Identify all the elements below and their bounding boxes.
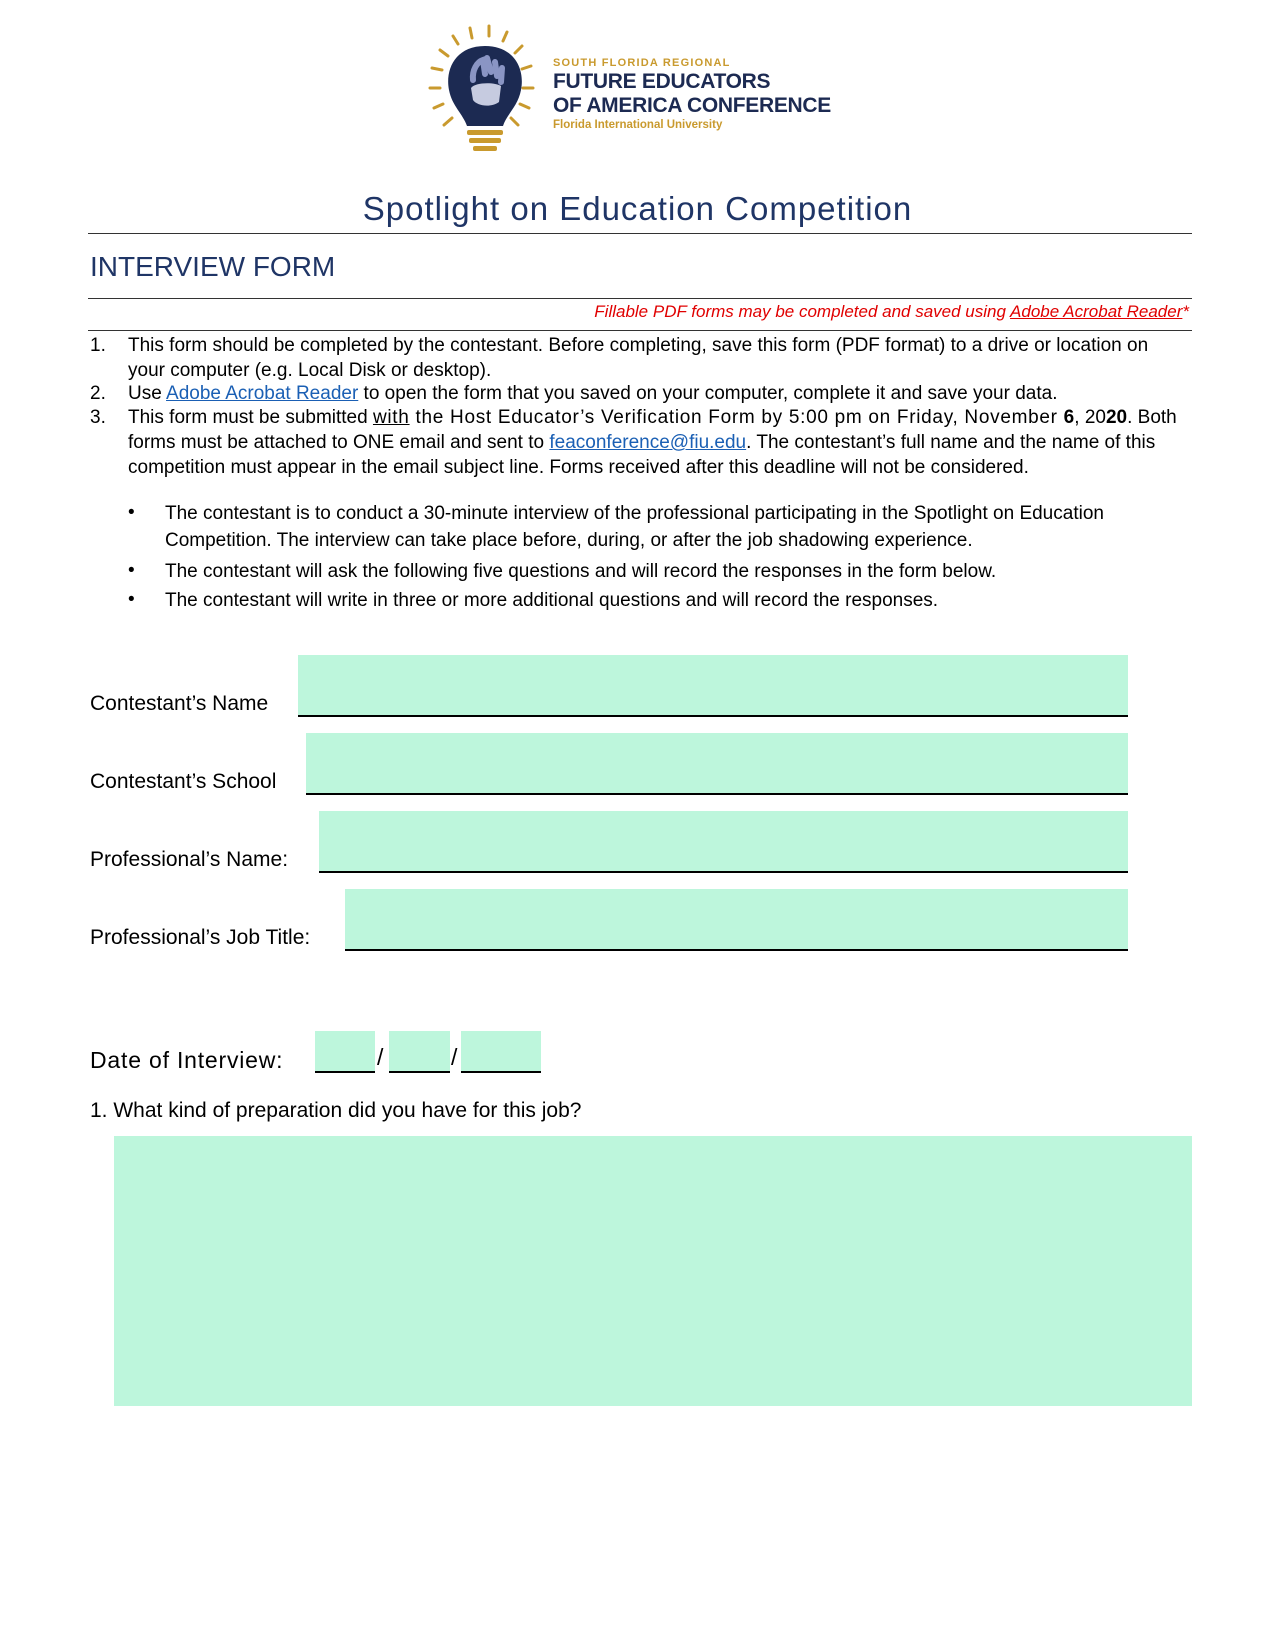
heading-divider [88,298,1192,299]
bullet-item: The contestant will ask the following five questions and will record the responses in the form below. [165,561,997,582]
contestant-name-label: Contestant’s Name [90,692,269,715]
fillable-note-prefix: Fillable PDF forms may be completed and saved using [594,302,1011,321]
question-1-text: What kind of preparation did you have for this job? [113,1099,582,1122]
instructions-list [0,331,1275,511]
date-separator: / [377,1044,384,1070]
instruction-2-prefix: Use [128,383,167,404]
instruction-number: 2. [90,383,106,404]
page-title: Spotlight on Education Competition [362,190,913,227]
contestant-school-label: Contestant’s School [90,770,277,793]
question-1-label [90,1099,581,1123]
fillable-note-suffix: * [1182,302,1189,321]
deadline-day: 6 [1063,407,1075,428]
date-day-input[interactable] [389,1031,450,1073]
fillable-note [594,302,1189,322]
deadline-year-b: 20 [1105,407,1128,428]
question-1-number: 1. [90,1099,108,1122]
instruction-3-comma: , [1074,407,1080,428]
title-divider [88,233,1192,234]
date-label: Date of Interview: [90,1047,284,1073]
professional-name-input[interactable] [319,811,1128,873]
instruction-3 [128,405,1178,480]
instruction-2-suffix: to open the form that you saved on your computer, complete it and save your data. [358,383,1058,404]
logo-line-university: Florida International University [553,119,723,131]
contestant-name-input[interactable] [298,655,1128,717]
instruction-3-part: . Both forms must be attached to ONE email and sent to [128,407,1177,453]
logo-line-future-educators: FUTURE EDUCATORS [553,70,771,93]
bullet-icon: • [128,502,135,523]
bullet-icon: • [128,589,135,610]
bullet-item: The contestant is to conduct a 30-minute interview of the professional participating in the Spotlight on Education Competition. The interview can take place before, during, or after the job shadowing experience. [165,503,1104,551]
professional-name-label: Professional’s Name: [90,848,289,871]
form-heading: INTERVIEW FORM [90,251,336,282]
professional-job-title-input[interactable] [345,889,1128,951]
contestant-school-input[interactable] [306,733,1128,795]
instruction-1: This form should be completed by the contestant. Before completing, save this form (PDF format) to a drive or location on your computer (e.g. Local Disk or desktop). [128,335,1149,381]
deadline-year-a: 20 [1084,407,1106,428]
instruction-3-part: This form must be submitted [128,407,373,428]
acrobat-reader-link[interactable]: Adobe Acrobat Reader [166,383,359,404]
conference-logo [425,22,865,162]
instruction-2 [128,381,1178,406]
professional-job-title-label: Professional’s Job Title: [90,926,311,949]
instruction-3-with: with [372,407,410,428]
instruction-3-part: . The contestant’s full name and the name of this competition must appear in the email subject line. Forms received after this deadline will not be considered. [128,432,1156,478]
logo-line-america-conference: OF AMERICA CONFERENCE [553,94,831,117]
instruction-3-part: the Host Educator’s Verification Form by 5:00 pm on Friday, November [409,407,1064,428]
acrobat-reader-link-note[interactable]: Adobe Acrobat Reader [1010,302,1183,321]
instruction-number: 1. [90,335,106,356]
date-year-input[interactable] [461,1031,541,1073]
bullet-icon: • [128,560,135,581]
date-separator: / [451,1044,458,1070]
date-month-input[interactable] [315,1031,375,1073]
question-1-answer-input[interactable] [114,1136,1192,1406]
bullet-item: The contestant will write in three or more additional questions and will record the responses. [165,590,939,611]
lightbulb-hand-icon [425,22,545,162]
email-link[interactable]: feaconference@fiu.edu [549,432,747,453]
logo-line-regional: SOUTH FLORIDA REGIONAL [553,57,731,69]
instruction-number: 3. [90,407,106,428]
